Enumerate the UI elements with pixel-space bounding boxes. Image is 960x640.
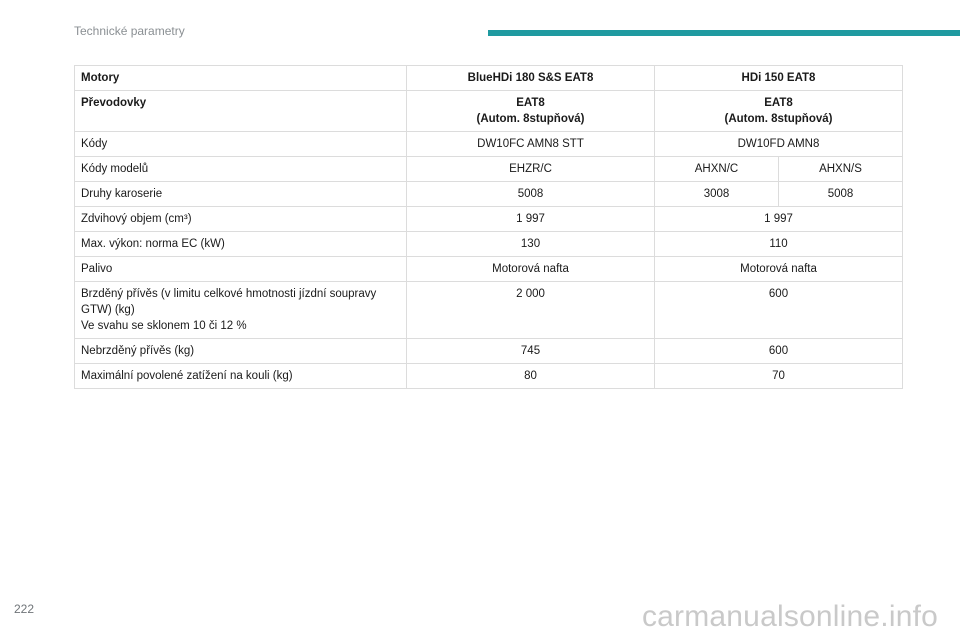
engine2-value: HDi 150 EAT8 (655, 66, 903, 91)
power2-value: 110 (655, 232, 903, 257)
specs-table (74, 65, 903, 389)
gearbox-label: Převodovky (75, 91, 407, 132)
page-number: 222 (14, 602, 35, 616)
towball-load1-value: 80 (407, 364, 655, 389)
table-row-unbraked-trailer (75, 339, 903, 364)
towball-load2-value: 70 (655, 364, 903, 389)
gearbox1-value: EAT8 (Autom. 8stupňová) (407, 91, 655, 132)
power1-value: 130 (407, 232, 655, 257)
table-row-towball-load (75, 364, 903, 389)
table-row-braked-trailer (75, 282, 903, 339)
displacement-label: Zdvihový objem (cm³) (75, 207, 407, 232)
table-row-codes (75, 132, 903, 157)
table-row-model-codes (75, 157, 903, 182)
braked-trailer2-value: 600 (655, 282, 903, 339)
model-codes-label: Kódy modelů (75, 157, 407, 182)
unbraked-trailer-label: Nebrzděný přívěs (kg) (75, 339, 407, 364)
engines-label: Motory (75, 66, 407, 91)
model-code2a-value: AHXN/C (655, 157, 779, 182)
braked-trailer1-value: 2 000 (407, 282, 655, 339)
table-row-body (75, 182, 903, 207)
displacement2-value: 1 997 (655, 207, 903, 232)
body2b-value: 5008 (779, 182, 903, 207)
fuel1-value: Motorová nafta (407, 257, 655, 282)
unbraked-trailer1-value: 745 (407, 339, 655, 364)
section-title: Technické parametry (74, 24, 185, 38)
gearbox2-value: EAT8 (Autom. 8stupňová) (655, 91, 903, 132)
table-row-fuel (75, 257, 903, 282)
braked-trailer-label: Brzděný přívěs (v limitu celkové hmotnosti jízdní soupravy GTW) (kg) Ve svahu se sklonem 10 či 12 % (75, 282, 407, 339)
fuel2-value: Motorová nafta (655, 257, 903, 282)
codes-label: Kódy (75, 132, 407, 157)
codes2-value: DW10FD AMN8 (655, 132, 903, 157)
codes1-value: DW10FC AMN8 STT (407, 132, 655, 157)
model-code1-value: EHZR/C (407, 157, 655, 182)
body-label: Druhy karoserie (75, 182, 407, 207)
towball-load-label: Maximální povolené zatížení na kouli (kg) (75, 364, 407, 389)
watermark: carmanualsonline.info (641, 600, 938, 633)
power-label: Max. výkon: norma EC (kW) (75, 232, 407, 257)
table-row-displacement (75, 207, 903, 232)
displacement1-value: 1 997 (407, 207, 655, 232)
header-accent-bar (488, 30, 960, 36)
engine1-value: BlueHDi 180 S&S EAT8 (407, 66, 655, 91)
table-row-gearbox (75, 91, 903, 132)
table-row-engines (75, 66, 903, 91)
model-code2b-value: AHXN/S (779, 157, 903, 182)
fuel-label: Palivo (75, 257, 407, 282)
table-row-power (75, 232, 903, 257)
body1-value: 5008 (407, 182, 655, 207)
unbraked-trailer2-value: 600 (655, 339, 903, 364)
body2a-value: 3008 (655, 182, 779, 207)
